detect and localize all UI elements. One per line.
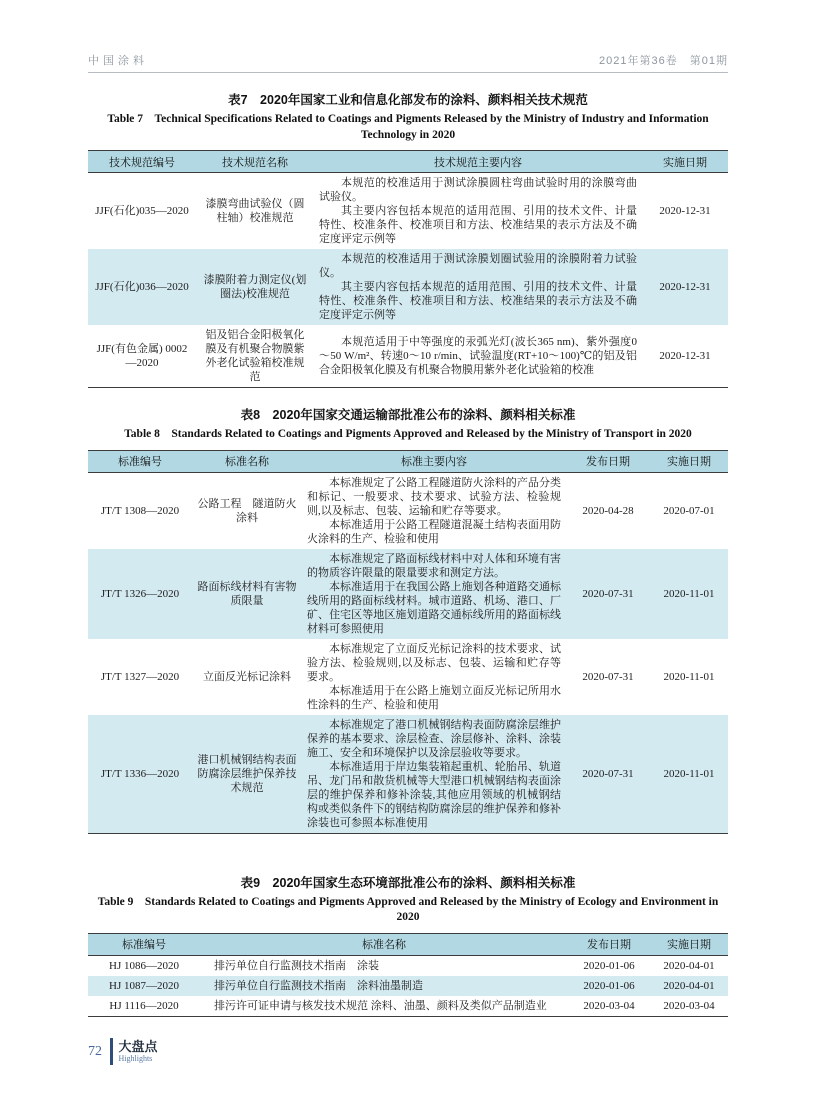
content-paragraph: 本标准适用于在公路上施划立面反光标记所用水性涂料的生产、检验和使用 (307, 684, 561, 711)
column-header: 实施日期 (642, 151, 728, 173)
table-row (88, 955, 728, 976)
table8-header-row (88, 450, 728, 472)
column-header: 发布日期 (568, 933, 650, 955)
table8 (88, 450, 728, 834)
journal-title: 中国涂料 (88, 55, 148, 67)
implementation-date: 2020-12-31 (659, 205, 711, 217)
implementation-date: 2020-11-01 (650, 715, 728, 834)
running-head (88, 0, 728, 73)
publication-date: 2020-01-06 (568, 976, 650, 996)
table-row (88, 173, 728, 250)
page-number: 72 (88, 1043, 102, 1059)
implementation-date: 2020-11-01 (663, 670, 715, 683)
column-header: 技术规范主要内容 (314, 151, 642, 173)
content-paragraph: 本规范的校准适用于测试涂膜圆柱弯曲试验时用的涂膜弯曲试验仪。 (319, 177, 637, 203)
standard-code: HJ 1087—2020 (88, 976, 200, 996)
table-row (88, 249, 728, 325)
standard-content (302, 472, 566, 549)
table9-caption-en: Table 9 Standards Related to Coatings and Pigments Approved and Released by the Ministry of Ecology and Environment in 2020 (97, 895, 719, 923)
table-row (88, 715, 728, 834)
column-header: 技术规范编号 (88, 151, 196, 173)
column-header: 标准主要内容 (302, 450, 566, 472)
table-row (88, 325, 728, 388)
implementation-date: 2020-03-04 (663, 999, 715, 1012)
table-row (88, 472, 728, 549)
table7-caption-en: Table 7 Technical Specifications Related to Coatings and Pigments Released by the Ministry of Industry and Information Technology in 2020 (107, 113, 709, 141)
issue-info: 2021年第36卷 第01期 (599, 55, 728, 67)
table8-caption-cn: 表8 2020年国家交通运输部批准公布的涂料、颜料相关标准 (240, 408, 576, 422)
spec-name: 漆膜附着力测定仪(划圈法)校准规范 (196, 249, 314, 325)
table-row (88, 996, 728, 1017)
table-row (88, 549, 728, 639)
content-paragraph: 本标准规定了路面标线材料中对人体和环境有害的物质容许限量的限量要求和测定方法。 (307, 552, 561, 579)
column-header: 标准编号 (88, 933, 200, 955)
spec-code: JJF(有色金属) 0002—2020 (96, 343, 188, 369)
implementation-date: 2020-07-01 (663, 504, 715, 517)
implementation-date: 2020-04-01 (650, 976, 728, 996)
column-header: 标准编号 (88, 450, 192, 472)
spec-code: JJF(石化)036—2020 (88, 249, 196, 325)
implementation-date: 2020-12-31 (659, 350, 711, 362)
standard-code: JT/T 1336—2020 (88, 715, 192, 834)
table7-header-row (88, 151, 728, 173)
page-footer (88, 1038, 158, 1065)
standard-name: 路面标线材料有害物质限量 (192, 549, 302, 639)
column-header: 实施日期 (650, 450, 728, 472)
spec-name: 漆膜弯曲试验仪（圆柱轴）校准规范 (205, 198, 305, 224)
table-row (88, 976, 728, 996)
spec-code: JJF(石化)035—2020 (95, 205, 189, 217)
footer-accent-bar (110, 1038, 113, 1065)
table9-caption-cn: 表9 2020年国家生态环境部批准公布的涂料、颜料相关标准 (240, 875, 576, 890)
table9-header-row (88, 933, 728, 955)
column-header: 标准名称 (192, 450, 302, 472)
table9 (88, 933, 728, 1017)
table8-caption-en: Table 8 Standards Related to Coatings and Pigments Approved and Released by the Ministry of Transport in 2020 (124, 428, 692, 440)
column-header: 技术规范名称 (196, 151, 314, 173)
publication-date: 2020-07-31 (566, 715, 650, 834)
content-paragraph: 本标准规定了立面反光标记涂料的技术要求、试验方法、检验规则,以及标志、包装、运输和贮存等要求。 (307, 642, 561, 683)
spec-name: 铝及铝合金阳极氧化膜及有机聚合物膜紫外老化试验箱校准规范 (205, 329, 305, 383)
standard-code: JT/T 1308—2020 (100, 504, 180, 517)
content-paragraph: 本规范适用于中等强度的汞弧光灯(波长365 nm)、紫外强度0～50 W/m²、转速0～10 r/min、试验温度(RT+10～100)℃的铝及铝合金阳极氧化膜及有机聚合物膜用紫外老化试验箱的校准 (319, 336, 637, 376)
content-paragraph: 本标准规定了港口机械钢结构表面防腐涂层维护保养的基本要求、涂层检查、涂层修补、涂料、涂装施工、安全和环境保护以及涂层验收等要求。 (307, 718, 561, 759)
footer-section-cn: 大盘点 (118, 1038, 158, 1054)
table7-caption-cn: 表7 2020年国家工业和信息化部发布的涂料、颜料相关技术规范 (228, 93, 588, 107)
content-paragraph: 本标准适用于岸边集装箱起重机、轮胎吊、轨道吊、龙门吊和散货机械等大型港口机械钢结构表面涂层的维护保养和修补涂装,其他应用领域的机械钢结构或类似条件下的钢结构防腐涂层的维护保养和修补涂装也可参照本标准使用 (307, 760, 561, 829)
publication-date: 2020-07-31 (582, 670, 634, 683)
section-gap (88, 834, 728, 856)
content-paragraph: 其主要内容包括本规范的适用范围、引用的技术文件、计量特性、校准条件、校准项目和方法、校准结果的表示方法及不确定度评定示例等 (319, 205, 637, 245)
standard-content (302, 639, 566, 715)
page-content (88, 0, 728, 1017)
implementation-date: 2020-12-31 (642, 249, 728, 325)
standard-name: 立面反光标记涂料 (203, 670, 291, 683)
implementation-date: 2020-04-01 (663, 959, 715, 972)
table7 (88, 150, 728, 388)
column-header: 实施日期 (650, 933, 728, 955)
standard-content (302, 549, 566, 639)
content-paragraph: 本标准适用于在我国公路上施划各种道路交通标线所用的路面标线材料。城市道路、机场、港口、厂矿、住宅区等地区施划道路交通标线所用的路面标线材料可参照使用 (307, 580, 561, 635)
spec-content (314, 173, 642, 250)
footer-section (119, 1040, 158, 1064)
publication-date: 2020-01-06 (583, 959, 635, 972)
table-row (88, 639, 728, 715)
standard-name: 排污单位自行监测技术指南 涂料油墨制造 (200, 976, 568, 996)
standard-code: HJ 1086—2020 (109, 959, 179, 972)
content-paragraph: 其主要内容包括本规范的适用范围、引用的技术文件、计量特性、校准条件、校准项目和方法、校准结果的表示方法及不确定度评定示例等 (319, 281, 637, 321)
column-header: 发布日期 (566, 450, 650, 472)
standard-code: HJ 1116—2020 (109, 999, 179, 1012)
spec-content (314, 249, 642, 325)
content-paragraph: 本标准规定了公路工程隧道防火涂料的产品分类和标记、一般要求、技术要求、试验方法、检验规则,以及标志、包装、运输和贮存等要求。 (307, 476, 561, 517)
standard-name: 港口机械钢结构表面防腐涂层维护保养技术规范 (192, 715, 302, 834)
standard-name: 排污单位自行监测技术指南 涂装 (214, 959, 379, 972)
implementation-date: 2020-11-01 (650, 549, 728, 639)
footer-section-en: Highlights (118, 1053, 153, 1063)
standard-content (302, 715, 566, 834)
spec-content (314, 325, 642, 388)
content-paragraph: 本标准适用于公路工程隧道混凝土结构表面用防火涂料的生产、检验和使用 (307, 518, 561, 545)
standard-code: JT/T 1327—2020 (100, 670, 180, 683)
content-paragraph: 本规范的校准适用于测试涂膜划圈试验用的涂膜附着力试验仪。 (319, 253, 637, 279)
standard-name: 排污许可证申请与核发技术规范 涂料、油墨、颜料及类似产品制造业 (214, 999, 547, 1012)
column-header: 标准名称 (200, 933, 568, 955)
standard-name: 公路工程 隧道防火涂料 (197, 497, 297, 524)
publication-date: 2020-07-31 (566, 549, 650, 639)
publication-date: 2020-04-28 (582, 504, 634, 517)
standard-code: JT/T 1326—2020 (88, 549, 192, 639)
publication-date: 2020-03-04 (583, 999, 635, 1012)
